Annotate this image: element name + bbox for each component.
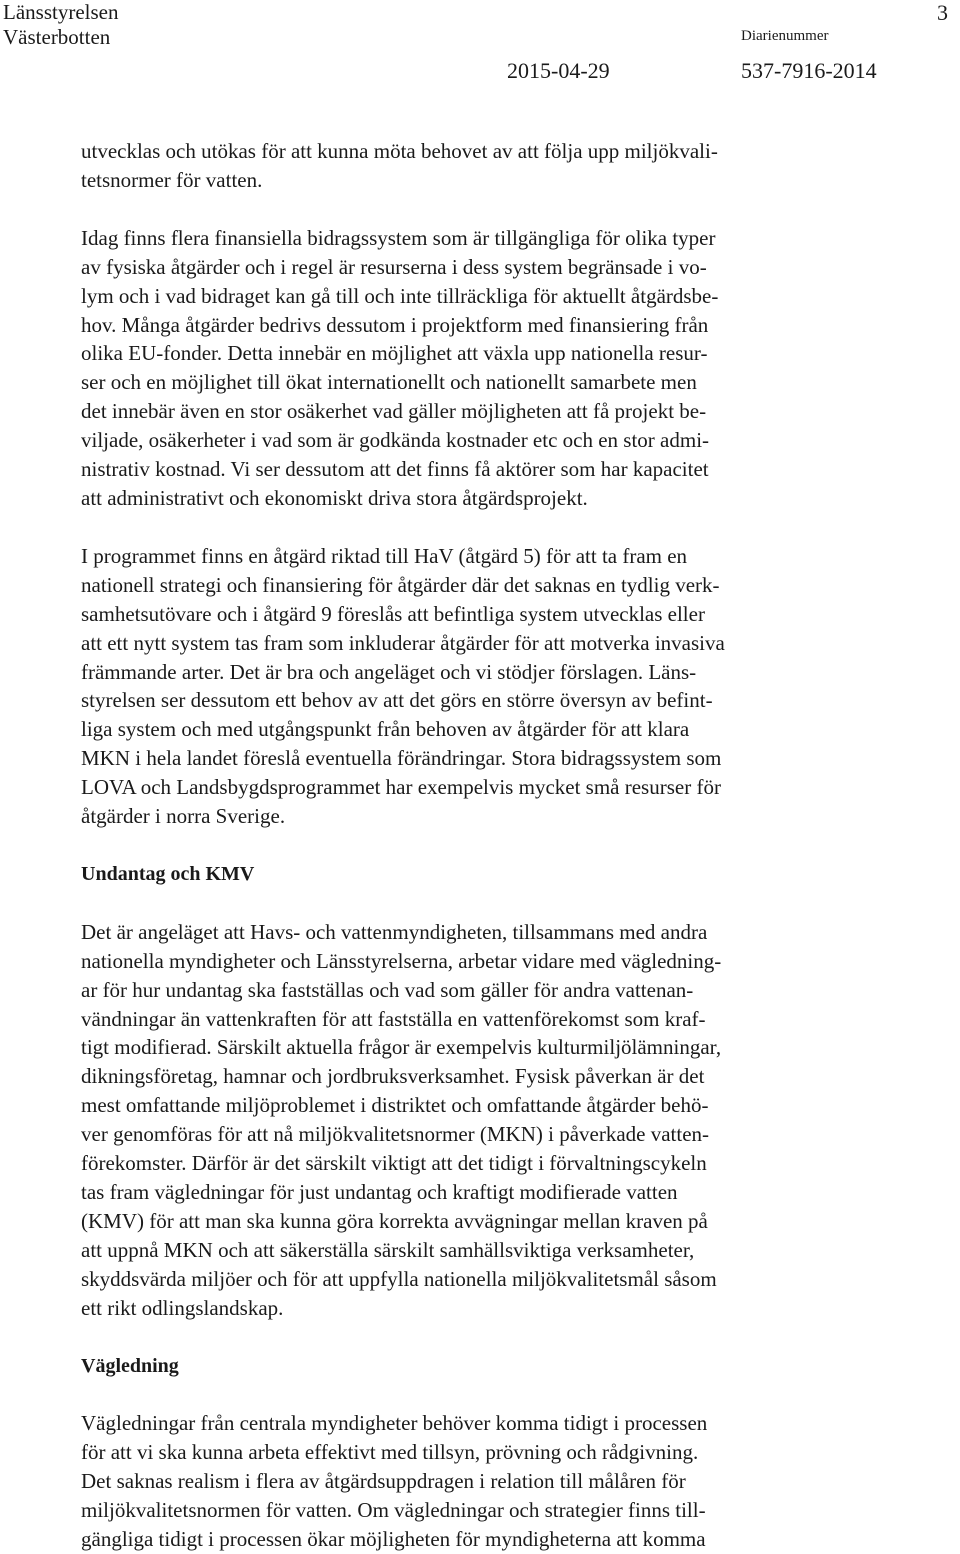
text-line: förekomster. Därför är det särskilt viktigt att det tidigt i förvaltningscykeln [81,1151,707,1176]
text-line: skyddsvärda miljöer och för att uppfylla nationella miljökvalitetsmål såsom [81,1266,717,1291]
text-line: utvecklas och utökas för att kunna möta behovet av att följa upp miljökvali- [81,139,718,163]
page-number: 3 [937,0,948,25]
text-line: ver genomföras för att nå miljökvalitetsnormer (MKN) i påverkade vatten- [81,1122,710,1147]
text-line: tas fram vägledningar för just undantag och kraftigt modifierade vatten [81,1180,678,1204]
text-line: ar för hur undantag ska fastställas och vad som gäller för andra vattenan- [81,977,694,1002]
document-body [81,137,861,1554]
text-line: Idag finns flera finansiella bidragssystem som är tillgängliga för olika typer [81,225,716,250]
text-line: att uppnå MKN och att säkerställa särskilt samhällsviktiga verksamheter, [81,1237,695,1262]
text-line: ser och en möjlighet till ökat internationellt och nationellt samarbete men [81,370,697,395]
text-line: Det är angeläget att Havs- och vattenmyndigheten, tillsammans med andra [81,919,708,944]
organization-name: Länsstyrelsen [3,0,119,24]
text-line: Det saknas realism i flera av åtgärdsuppdragen i relation till målåren för [81,1469,686,1494]
text-line: styrelsen ser dessutom ett behov av att det görs en större översyn av befint- [81,688,713,713]
text-line: åtgärder i norra Sverige. [81,804,286,829]
text-line: miljökvalitetsnormen för vatten. Om vägledningar och strategier finns till- [81,1498,706,1523]
section-heading-vagledning: Vägledning [81,1354,179,1377]
text-line: dikningsföretag, hamnar och jordbruksverksamhet. Fysisk påverkan är det [81,1064,705,1089]
text-line: olika EU-fonder. Detta innebär en möjlighet att växla upp nationella resur- [81,341,708,366]
text-line: främmande arter. Det är bra och angeläget och vi stödjer förslagen. Läns- [81,659,697,684]
text-line: LOVA och Landsbygdsprogrammet har exempelvis mycket små resurser för [81,775,721,800]
text-line: att ett nytt system tas fram som inkluderar åtgärder för att motverka invasiva [81,630,725,655]
text-line: nationell strategi och finansiering för åtgärder där det saknas en tydlig verk- [81,572,720,597]
text-line: ett rikt odlingslandskap. [81,1295,284,1320]
paragraph-5 [81,1409,861,1554]
text-line: vändningar än vattenkraften för att fastställa en vattenförekomst som kraf- [81,1006,706,1031]
paragraph-4 [81,918,861,1323]
paragraph-1 [81,137,861,195]
organization-region: Västerbotten [3,25,111,49]
paragraph-3 [81,542,861,831]
text-line: av fysiska åtgärder och i regel är resurserna i dess system begränsade i vo- [81,254,707,279]
text-line: samhetsutövare och i åtgärd 9 föreslås att befintliga system utvecklas eller [81,601,705,626]
text-line: I programmet finns en åtgärd riktad till HaV (åtgärd 5) för att ta fram en [81,543,688,568]
text-line: MKN i hela landet föreslå eventuella förändringar. Stora bidragssystem som [81,746,722,771]
text-line: liga system och med utgångspunkt från behoven av åtgärder för att klara [81,717,690,742]
diarienummer-label: Diarienummer [741,28,829,44]
text-line: tetsnormer för vatten. [81,167,263,192]
text-line: att administrativt och ekonomiskt driva stora åtgärdsprojekt. [81,485,588,510]
text-line: mest omfattande miljöproblemet i distriktet och omfattande åtgärder behö- [81,1093,709,1118]
paragraph-2 [81,224,861,513]
text-line: gängliga tidigt i processen ökar möjligheten för myndigheterna att komma [81,1527,706,1552]
text-line: Vägledningar från centrala myndigheter behöver komma tidigt i processen [81,1411,708,1436]
text-line: nistrativ kostnad. Vi ser dessutom att det finns få aktörer som har kapacitet [81,457,709,482]
text-line: tigt modifierad. Särskilt aktuella frågor är exempelvis kulturmiljölämningar, [81,1035,722,1060]
section-heading-undantag: Undantag och KMV [81,862,255,885]
text-line: för att vi ska kunna arbeta effektivt med tillsyn, prövning och rådgivning. [81,1440,699,1465]
text-line: lym och i vad bidraget kan gå till och inte tillräckliga för aktuellt åtgärdsbe- [81,283,719,308]
text-line: viljade, osäkerheter i vad som är godkända kostnader etc och en stor admi- [81,428,710,453]
document-date: 2015-04-29 [507,58,610,83]
text-line: det innebär även en stor osäkerhet vad gäller möjligheten att få projekt be- [81,399,707,424]
text-line: hov. Många åtgärder bedrivs dessutom i projektform med finansiering från [81,312,709,337]
text-line: (KMV) för att man ska kunna göra korrekta avvägningar mellan kraven på [81,1208,708,1233]
diarienummer-value: 537-7916-2014 [741,58,877,83]
text-line: nationella myndigheter och Länsstyrelserna, arbetar vidare med vägledning- [81,948,722,973]
